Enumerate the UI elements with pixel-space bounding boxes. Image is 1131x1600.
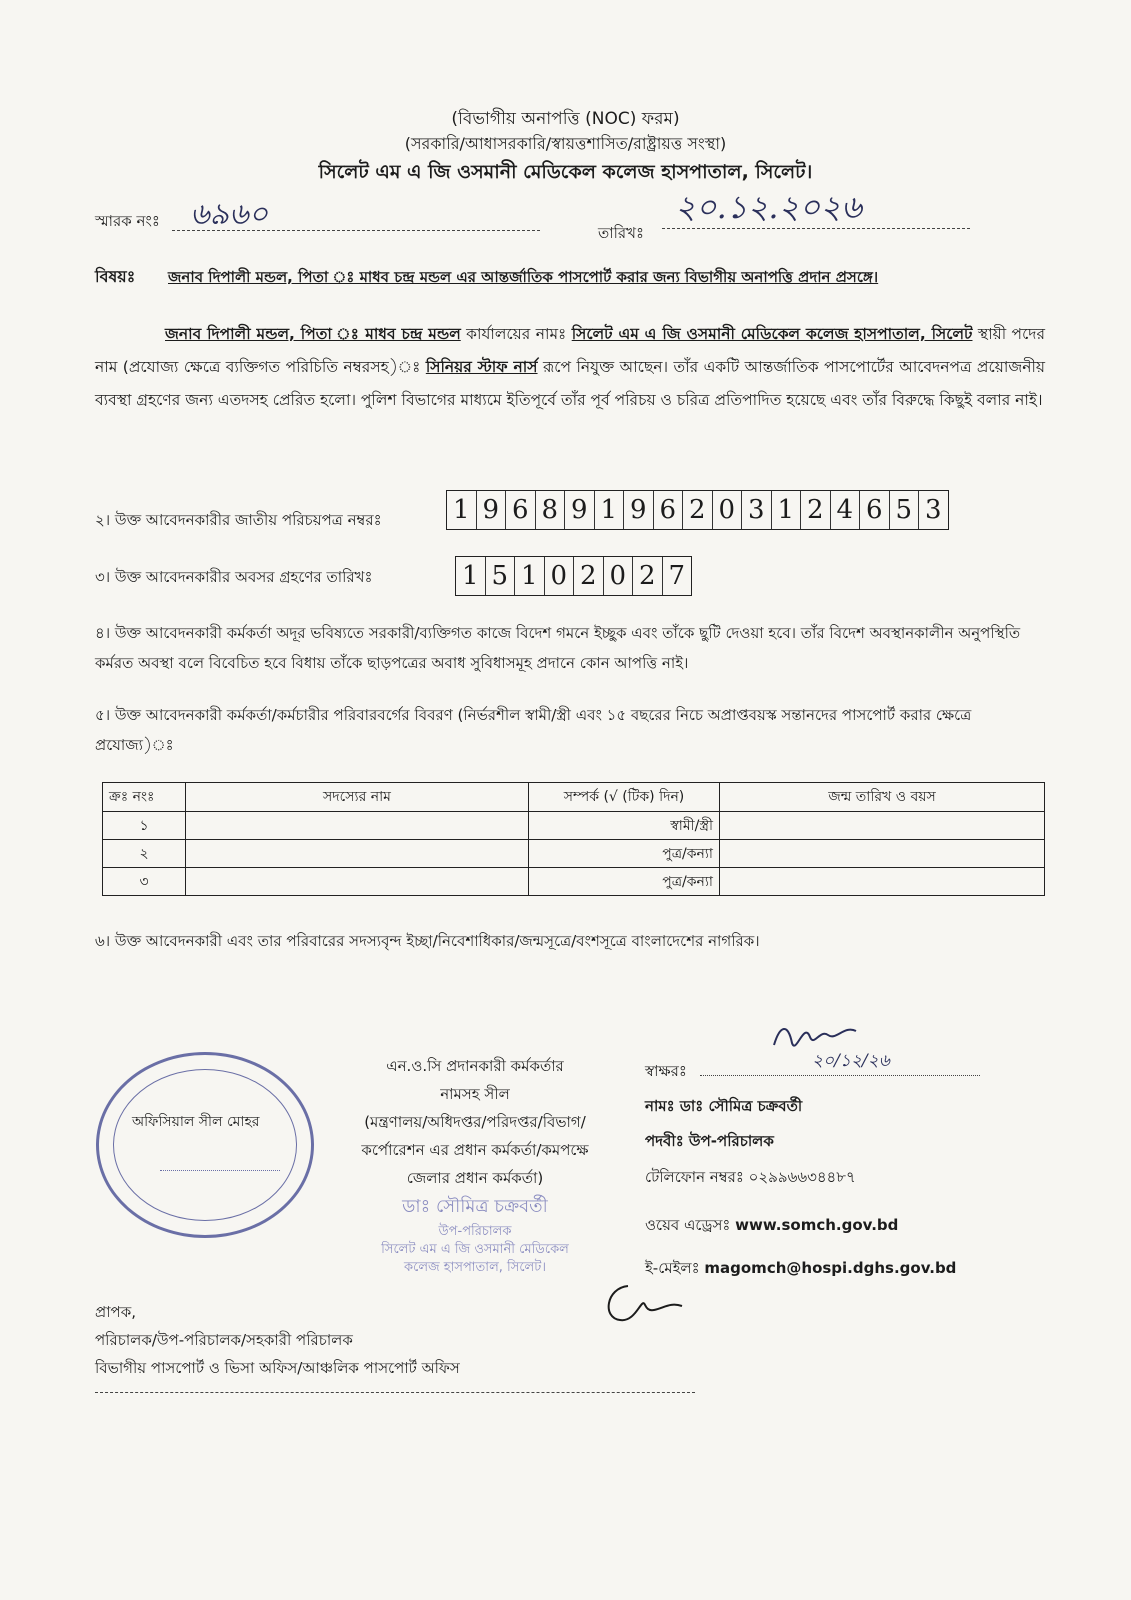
col-member-name: সদস্যের নাম xyxy=(186,783,529,812)
member-name-cell[interactable] xyxy=(186,840,529,868)
family-table xyxy=(102,782,1045,896)
post-name: সিনিয়র স্টাফ নার্স xyxy=(425,358,538,376)
office-label: কার্যালয়ের নামঃ xyxy=(466,325,567,343)
initials-scribble xyxy=(598,1278,698,1328)
digit-cell: 4 xyxy=(831,491,861,529)
paragraph-5: ৫। উক্ত আবেদনকারী কর্মকর্তা/কর্মচারীর পরিবারবর্গের বিবরণ (নির্ভরশীল স্বামী/স্ত্রী এবং ১৫ বছরের নিচে অপ্রাপ্তবয়স্ক সন্তানদের পাসপোর্ট করার ক্ষেত্রে প্রযোজ্য)ঃ xyxy=(95,706,972,754)
col-relation: সম্পর্ক (√ (টিক) দিন) xyxy=(529,783,720,812)
stamp-title: উপ-পরিচালক xyxy=(438,1224,512,1239)
date-label: তারিখঃ xyxy=(598,224,644,242)
member-name-cell[interactable] xyxy=(186,812,529,840)
digit-cell: 3 xyxy=(924,495,942,525)
digit-cell: 8 xyxy=(536,491,566,529)
digit-cell: 1 xyxy=(772,491,802,529)
digit-cell: 1 xyxy=(447,491,477,529)
nid-label: ২। উক্ত আবেদনকারীর জাতীয় পরিচয়পত্র নম্বরঃ xyxy=(95,511,382,529)
body-paragraph xyxy=(95,318,1045,417)
recipient-block xyxy=(95,1298,460,1382)
serial-cell: ২ xyxy=(103,840,186,868)
digit-cell: 2 xyxy=(633,557,663,595)
member-name-cell[interactable] xyxy=(186,868,529,896)
post-label: স্থায়ী পদের নাম (প্রযোজ্য ক্ষেত্রে ব্যক্তিগত পরিচিতি নম্বরসহ)ঃ xyxy=(95,325,1045,376)
stamp-org: সিলেট এম এ জি ওসমানী মেডিকেল xyxy=(381,1242,569,1257)
relation-cell: পুত্র/কন্যা xyxy=(529,868,720,896)
web-address: www.somch.gov.bd xyxy=(735,1216,899,1234)
recipient-line: প্রাপক, xyxy=(95,1303,136,1321)
officer-line: নামসহ সীল xyxy=(440,1085,510,1103)
col-dob-age: জন্ম তারিখ ও বয়স xyxy=(720,783,1045,812)
digit-cell: 6 xyxy=(860,491,890,529)
retire-label: ৩। উক্ত আবেদনকারীর অবসর গ্রহণের তারিখঃ xyxy=(95,568,373,586)
digit-cell: 0 xyxy=(713,491,743,529)
digit-cell: 5 xyxy=(486,557,516,595)
digit-cell: 0 xyxy=(545,557,575,595)
name-stamp xyxy=(355,1192,595,1277)
recipient-line: বিভাগীয় পাসপোর্ট ও ভিসা অফিস/আঞ্চলিক পাসপোর্ট অফিস xyxy=(95,1359,460,1377)
officer-line: কর্পোরেশন এর প্রধান কর্মকর্তা/কমপক্ষে xyxy=(361,1141,589,1159)
digit-cell: 3 xyxy=(742,491,772,529)
table-header-row xyxy=(103,783,1045,812)
table-row xyxy=(103,812,1045,840)
digit-cell: 9 xyxy=(624,491,654,529)
officer-line: এন.ও.সি প্রদানকারী কর্মকর্তার xyxy=(386,1057,564,1075)
digit-cell: 0 xyxy=(604,557,634,595)
digit-cell: 2 xyxy=(574,557,604,595)
seal-dotted-line xyxy=(160,1170,280,1171)
seal-label: অফিসিয়াল সীল মোহর xyxy=(132,1114,260,1130)
col-serial: ক্রঃ নংঃ xyxy=(103,783,186,812)
round-seal-stamp xyxy=(96,1052,314,1238)
signature-label: স্বাক্ষরঃ xyxy=(645,1062,687,1080)
digit-cell: 1 xyxy=(456,557,486,595)
relation-cell: স্বামী/স্ত্রী xyxy=(529,812,720,840)
body-rest: রূপে নিযুক্ত আছেন। তাঁর একটি আন্তর্জাতিক পাসপোর্টের আবেদনপত্র প্রয়োজনীয় ব্যবস্থা গ্রহণের জন্য এতদসহ প্রেরিত হলো। পুলিশ বিভাগের মাধ্যমে ইতিপূর্বে তাঁর পূর্ব পরিচয় ও চরিত্র প্রতিপাদিত হয়েছে এবং তাঁর বিরুদ্ধে কিছুই বলার নাই। xyxy=(95,358,1046,409)
institution-name: সিলেট এম এ জি ওসমানী মেডিকেল কলেজ হাসপাতাল, সিলেট। xyxy=(318,161,813,183)
digit-cell: 2 xyxy=(801,491,831,529)
web-label: ওয়েব এড্রেসঃ xyxy=(645,1216,731,1234)
digit-cell: 6 xyxy=(654,491,684,529)
date-value: ২০.১২.২০২৬ xyxy=(675,188,862,226)
stamp-org: কলেজ হাসপাতাল, সিলেট। xyxy=(404,1260,546,1275)
dob-cell[interactable] xyxy=(720,868,1045,896)
applicant-name: জনাব দিপালী মন্ডল, পিতা ঃ মাধব চন্দ্র মন্ডল xyxy=(165,325,461,343)
dob-cell[interactable] xyxy=(720,812,1045,840)
digit-cell: 1 xyxy=(515,557,545,595)
serial-cell: ৩ xyxy=(103,868,186,896)
memo-label: স্মারক নংঃ xyxy=(95,212,160,230)
digit-cell: 9 xyxy=(477,491,507,529)
signer-name: নামঃ ডাঃ সৌমিত্র চক্রবর্তী xyxy=(645,1097,803,1115)
nid-boxes xyxy=(446,490,949,530)
form-title: (বিভাগীয় অনাপত্তি (NOC) ফরম) xyxy=(451,109,680,129)
table-row xyxy=(103,840,1045,868)
signer-designation: পদবীঃ উপ-পরিচালক xyxy=(645,1132,774,1150)
subject-label: বিষয়ঃ xyxy=(95,267,136,286)
serial-cell: ১ xyxy=(103,812,186,840)
paragraph-6: ৬। উক্ত আবেদনকারী এবং তার পরিবারের সদস্যবৃন্দ ইচ্ছা/নিবেশাধিকার/জন্মসূত্রে/বংশসূত্রে বাংলাদেশের নাগরিক। xyxy=(95,932,760,950)
dob-cell[interactable] xyxy=(720,840,1045,868)
signer-phone: টেলিফোন নম্বরঃ ০২৯৯৬৬৩৪৪৮৭ xyxy=(645,1168,856,1186)
table-row xyxy=(103,868,1045,896)
noc-officer-caption xyxy=(350,1052,600,1192)
recipient-line: পরিচালক/উপ-পরিচালক/সহকারী পরিচালক xyxy=(95,1331,353,1349)
subject-text: জনাব দিপালী মন্ডল, পিতা ঃ মাধব চন্দ্র মন্ডল এর আন্তর্জাতিক পাসপোর্ট করার জন্য বিভাগীয় অনাপত্তি প্রদান প্রসঙ্গে। xyxy=(168,268,879,286)
officer-line: জেলার প্রধান কর্মকর্তা) xyxy=(406,1169,544,1187)
digit-cell: 5 xyxy=(890,491,920,529)
form-subtitle: (সরকারি/আধাসরকারি/স্বায়ত্তশাসিত/রাষ্ট্রায়ত্ত সংস্থা) xyxy=(404,134,727,153)
retire-boxes xyxy=(455,556,692,596)
signature-date: ২০/১২/২৬ xyxy=(812,1051,890,1071)
signer-web xyxy=(645,1214,898,1239)
relation-cell: পুত্র/কন্যা xyxy=(529,840,720,868)
officer-line: (মন্ত্রণালয়/অধিদপ্তর/পরিদপ্তর/বিভাগ/ xyxy=(364,1113,586,1131)
stamp-name: ডাঃ সৌমিত্র চক্রবর্তী xyxy=(402,1196,548,1217)
recipient-dotted-line xyxy=(95,1392,695,1393)
email-address: magomch@hospi.dghs.gov.bd xyxy=(704,1259,957,1277)
office-name: সিলেট এম এ জি ওসমানী মেডিকেল কলেজ হাসপাতাল, সিলেট xyxy=(571,325,973,343)
digit-cell: 6 xyxy=(506,491,536,529)
digit-cell: 9 xyxy=(565,491,595,529)
digit-cell: 1 xyxy=(595,491,625,529)
digit-cell: 2 xyxy=(683,491,713,529)
memo-number: ৬৯৬০ xyxy=(190,197,268,232)
email-label: ই-মেইলঃ xyxy=(645,1259,700,1277)
paragraph-4: ৪। উক্ত আবেদনকারী কর্মকর্তা অদূর ভবিষ্যতে সরকারী/ব্যক্তিগত কাজে বিদেশ গমনে ইচ্ছুক এবং তাঁকে ছুটি দেওয়া হবে। তাঁর বিদেশ অবস্থানকালীন অনুপস্থিতি কর্মরত অবস্থা বলে বিবেচিত হবে বিধায় তাঁকে ছাড়পত্রের অবাধ সুবিধাসমূহ প্রদানে কোন আপত্তি নাই। xyxy=(95,624,1021,672)
digit-cell: 7 xyxy=(668,561,686,591)
